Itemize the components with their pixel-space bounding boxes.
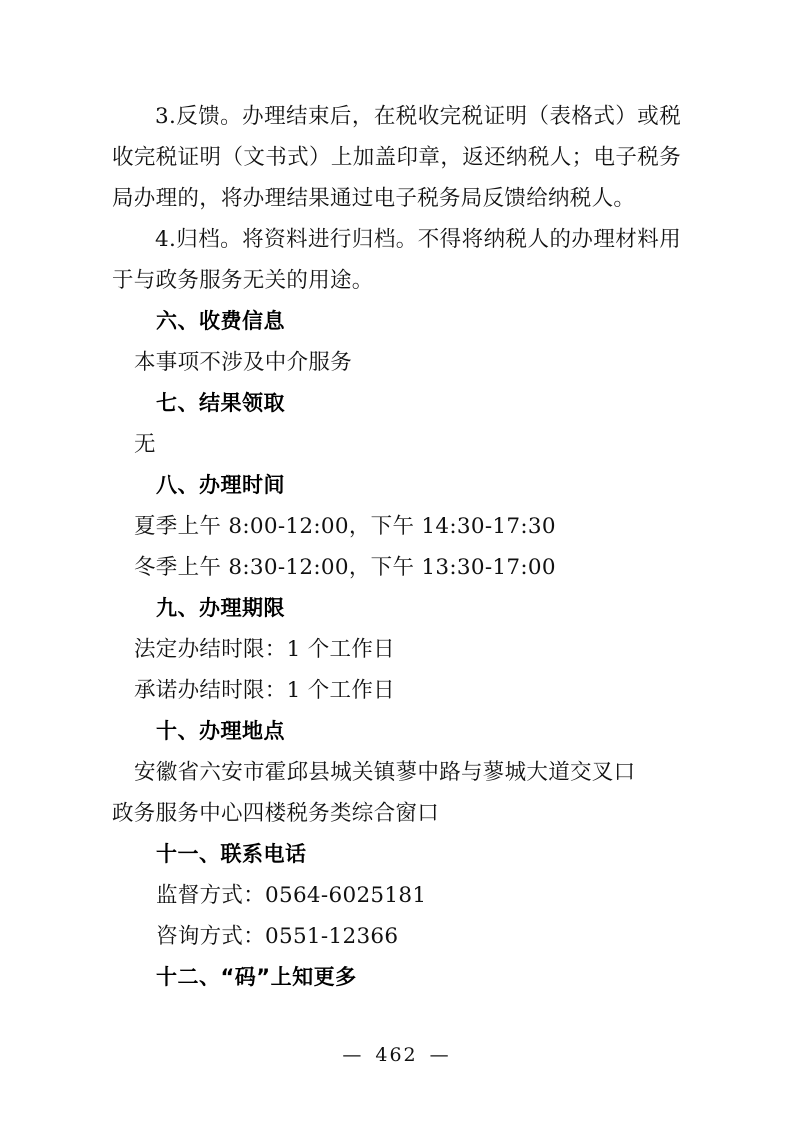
paragraph-item-4-archive: 4.归档。将资料进行归档。不得将纳税人的办理材料用于与政务服务无关的用途。 (112, 227, 681, 293)
heading-section-phone: 十一、联系电话 (156, 842, 307, 866)
text-section-result-line-1: 无 (134, 432, 156, 457)
text-section-hours-line-1: 夏季上午 8:00-12:00，下午 14:30-17:30 (134, 514, 556, 539)
text-section-location-line-2: 政务服务中心四楼税务类综合窗口 (112, 801, 440, 826)
text-section-fee-line-1: 本事项不涉及中介服务 (134, 350, 353, 375)
heading-section-fee: 六、收费信息 (156, 309, 285, 333)
text-section-timelimit-line-2: 承诺办结时限：1 个工作日 (134, 678, 395, 703)
footer-dash-right: — (429, 1044, 451, 1066)
heading-section-result: 七、结果领取 (156, 391, 285, 415)
text-section-phone-line-2: 咨询方式：0551-12366 (156, 924, 399, 949)
text-section-location-line-1: 安徽省六安市霍邱县城关镇蓼中路与蓼城大道交叉口 (134, 760, 636, 785)
text-section-timelimit-line-1: 法定办结时限：1 个工作日 (134, 637, 395, 662)
heading-section-timelimit: 九、办理期限 (156, 596, 285, 620)
paragraph-item-3-feedback: 3.反馈。办理结束后，在税收完税证明（表格式）或税收完税证明（文书式）上加盖印章，返还纳税人；电子税务局办理的，将办理结果通过电子税务局反馈给纳税人。 (112, 104, 681, 211)
heading-section-hours: 八、办理时间 (156, 473, 285, 497)
text-section-phone-line-1: 监督方式：0564-6025181 (156, 883, 427, 908)
heading-section-location: 十、办理地点 (156, 719, 285, 743)
heading-section-qrcode: 十二、“码”上知更多 (156, 965, 357, 989)
text-section-hours-line-2: 冬季上午 8:30-12:00，下午 13:30-17:00 (134, 555, 556, 580)
page-footer (0, 1044, 793, 1066)
footer-dash-left: — (342, 1044, 364, 1066)
page-number: 462 (375, 1044, 418, 1066)
